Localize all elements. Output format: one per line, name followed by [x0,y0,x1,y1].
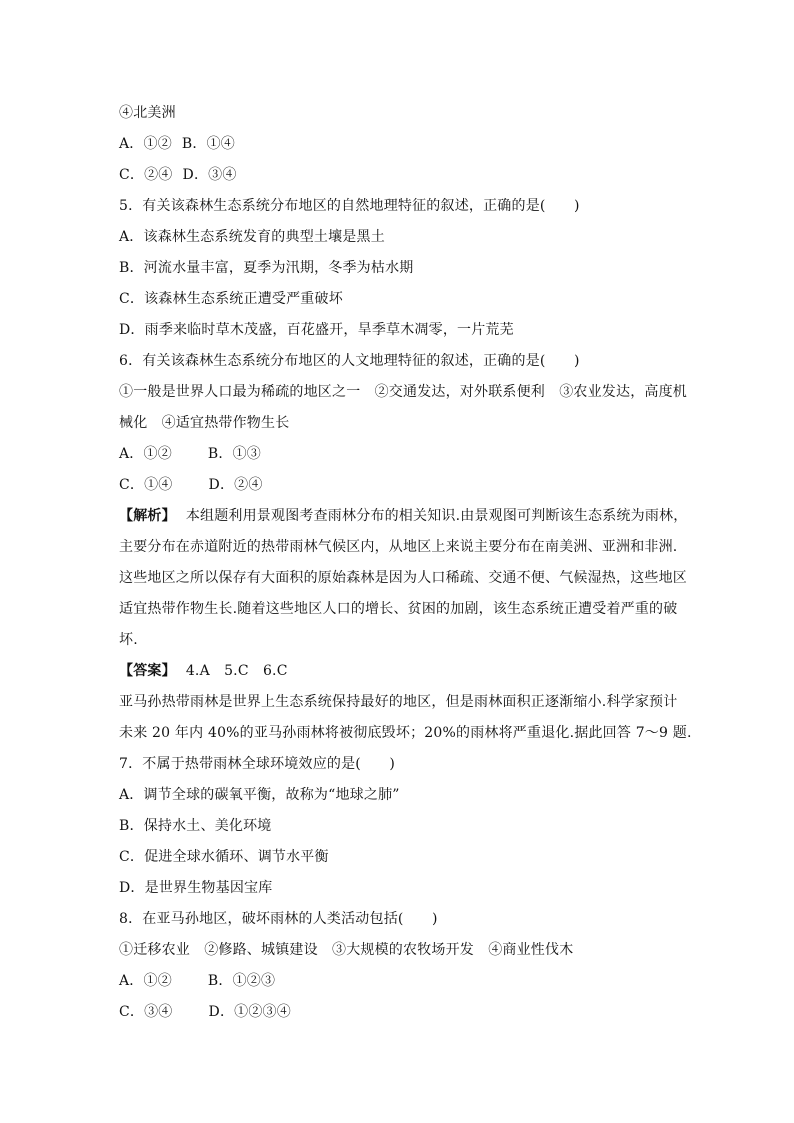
q4-option-b: B．①④ [181,136,236,152]
q8-items: ①迁移农业 ②修路、城镇建设 ③大规模的农牧场开发 ④商业性伐木 [119,942,574,958]
q7-option-a: A．调节全球的碳氧平衡，故称为“地球之肺” [119,787,400,803]
q5-stem: 5．有关该森林生态系统分布地区的自然地理特征的叙述，正确的是( ) [119,198,580,214]
q4-options-row-2 [119,160,679,191]
q8-option-a: A．①② [119,973,172,989]
analysis-line-4: 适宜热带作物生长.随着这些地区人口的增长、贫困的加剧，该生态系统正遭受着严重的破 [119,601,678,617]
q6-option-d: D．②④ [208,477,263,493]
analysis-line-2: 主要分布在赤道附近的热带雨林气候区内，从地区上来说主要分布在南美洲、亚洲和非洲. [119,539,678,555]
passage-line-1: 亚马孙热带雨林是世界上生态系统保持最好的地区，但是雨林面积正逐渐缩小.科学家预计 [119,694,678,710]
q8-option-b: B．①②③ [207,973,276,989]
q8-option-d: D．①②③④ [208,1004,291,1020]
analysis-line-5: 坏. [119,632,138,648]
analysis-paragraph [119,501,688,656]
analysis-tag: 【解析】 [119,508,176,524]
q5-option-a: A．该森林生态系统发育的典型土壤是黑土 [119,229,385,245]
q4-item-4: ④北美洲 [119,105,176,121]
q5-option-b: B．河流水量丰富，夏季为汛期，冬季为枯水期 [119,260,414,276]
q6-option-b: B．①③ [207,446,262,462]
passage-line-2: 未来 20 年内 40%的亚马孙雨林将被彻底毁坏；20%的雨林将严重退化.据此回答 7～9 题. [119,725,692,741]
analysis-text-1: 本组题利用景观图考查雨林分布的相关知识.由景观图可判断该生态系统为雨林， [185,508,688,524]
q7-option-b: B．保持水土、美化环境 [119,818,272,834]
q6-items-line-2: 械化 ④适宜热带作物生长 [119,415,290,431]
q5-option-d: D．雨季来临时草木茂盛，百花盛开，旱季草木凋零，一片荒芜 [119,322,514,338]
q4-option-a: A．①② [119,136,172,152]
q8-options-row-1 [119,966,679,997]
q6-options-row-1 [119,439,679,470]
q6-stem: 6．有关该森林生态系统分布地区的人文地理特征的叙述，正确的是( ) [119,353,580,369]
q7-stem: 7．不属于热带雨林全球环境效应的是( ) [119,756,396,772]
q8-options-row-2 [119,997,679,1028]
q6-options-row-2 [119,470,679,501]
q4-options-row-1 [119,129,679,160]
q7-option-d: D．是世界生物基因宝库 [119,880,273,896]
q6-option-c: C．①④ [119,477,173,493]
analysis-line-1 [119,501,688,532]
q4-option-d: D．③④ [182,167,237,183]
answer-text: 4.A 5.C 6.C [185,663,288,679]
q8-option-c: C．③④ [119,1004,173,1020]
answer-line [119,656,679,687]
analysis-line-3: 这些地区之所以保存有大面积的原始森林是因为人口稀疏、交通不便、气候湿热，这些地区 [119,570,687,586]
q6-items-line-1: ①一般是世界人口最为稀疏的地区之一 ②交通发达，对外联系便利 ③农业发达，高度机 [119,384,687,400]
document-content [119,98,692,1028]
answer-tag: 【答案】 [119,663,176,679]
q7-option-c: C．促进全球水循环、调节水平衡 [119,849,329,865]
q6-option-a: A．①② [119,446,172,462]
q4-option-c: C．②④ [119,167,173,183]
q8-stem: 8．在亚马孙地区，破坏雨林的人类活动包括( ) [119,911,438,927]
q5-option-c: C．该森林生态系统正遭受严重破坏 [119,291,343,307]
